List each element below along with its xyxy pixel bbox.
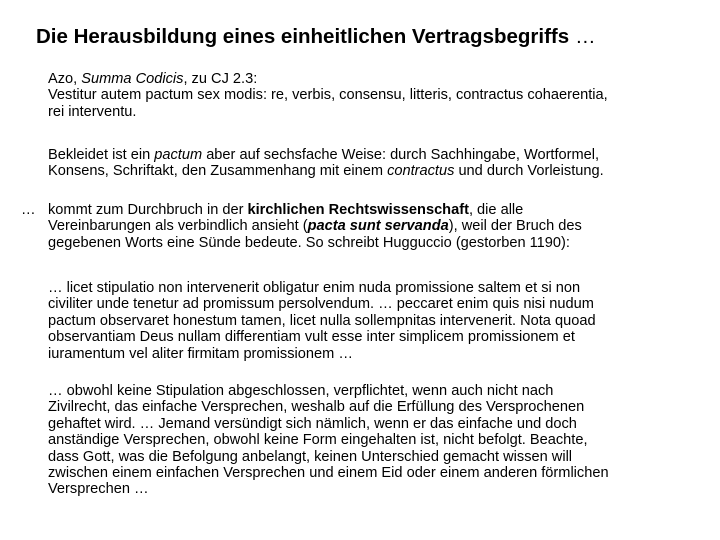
translation-line-1: [48, 147, 714, 163]
azo-author: Azo,: [48, 71, 78, 87]
translation-line-2: [48, 163, 714, 179]
huguccio-latin-line: pactum observaret honestum tamen, licet nulla sollempnitas intervenerit. Nota quoad: [48, 312, 596, 329]
huguccio-latin-line: iuramentum vel aliter firmitam promissionem …: [48, 345, 353, 362]
canon-line-2: [48, 218, 688, 234]
huguccio-german: [48, 383, 714, 498]
azo-translation: [48, 147, 714, 180]
translation-pactum: pactum: [154, 147, 203, 163]
azo-latin-line-1: Vestitur autem pactum sex modis: re, verbis, consensu, litteris, contractus cohaerentia,: [48, 87, 608, 104]
huguccio-latin-line: observantiam Deus nullam differentiam vult esse inter simplicem promissionem et: [48, 329, 575, 346]
title-text: Die Herausbildung eines einheitlichen Vertragsbegriffs: [36, 25, 570, 48]
huguccio-german-line: zwischen einem einfachen Versprechen und einem Eid oder einem anderen förmlichen: [48, 465, 609, 482]
huguccio-german-line: Versprechen …: [48, 481, 149, 498]
canon-text-a: kommt zum Durchbruch in der: [48, 202, 248, 218]
azo-latin-line-2: rei interventu.: [48, 103, 137, 120]
canon-line-2-end: ), weil der Bruch des: [448, 218, 582, 235]
huguccio-latin-line: … licet stipulatio non intervenerit obligatur enim nuda promissione saltem et si non: [48, 280, 581, 296]
huguccio-latin-line: civiliter unde tenetur ad promissum persolvendum. … peccaret enim quis nisi nudum: [48, 296, 594, 313]
azo-ref: , zu CJ 2.3:: [183, 71, 258, 87]
azo-work: Summa Codicis: [81, 71, 184, 87]
azo-citation: [48, 71, 714, 120]
canon-line-2-text: Vereinbarungen als verbindlich ansieht (: [48, 218, 308, 235]
huguccio-german-line: Zivilrecht, das einfache Versprechen, weshalb auf die Erfüllung des Versprochenen: [48, 399, 585, 416]
huguccio-german-line: … obwohl keine Stipulation abgeschlossen, verpflichtet, wenn auch nicht nach: [48, 383, 554, 399]
huguccio-german-line: gehaftet wird. … Jemand versündigt sich nämlich, wenn er das einfache und doch: [48, 415, 577, 432]
translation-text-a: Bekleidet ist ein: [48, 147, 155, 163]
canon-text-b: , die alle: [468, 202, 524, 218]
title-ellipsis: …: [575, 25, 596, 48]
canon-paragraph: [48, 202, 688, 251]
pacta-sunt-servanda: pacta sunt servanda: [307, 218, 449, 235]
canon-bold: kirchlichen Rechtswissenschaft: [247, 202, 469, 218]
huguccio-german-line: anständige Versprechen, obwohl keine Form eingehalten ist, nicht befolgt. Beachte,: [48, 432, 588, 449]
translation-text-b: aber auf sechsfache Weise: durch Sachhingabe, Wortformel,: [202, 147, 600, 163]
canon-line-1: [48, 202, 688, 218]
slide-title: [36, 24, 596, 50]
canon-bullet: …: [21, 202, 36, 218]
translation-text-d: und durch Vorleistung.: [454, 163, 604, 180]
huguccio-german-line: dass Gott, was die Befolgung anbelangt, keinen Unterschied gemacht wissen will: [48, 448, 573, 465]
canon-line-3: gegebenen Worts eine Sünde bedeute. So schreibt Hugguccio (gestorben 1190):: [48, 234, 570, 251]
huguccio-latin: [48, 280, 693, 362]
translation-text-c: Konsens, Schriftakt, den Zusammenhang mit einem: [48, 163, 388, 180]
translation-contractus: contractus: [387, 163, 455, 180]
azo-source-line: [48, 71, 714, 87]
